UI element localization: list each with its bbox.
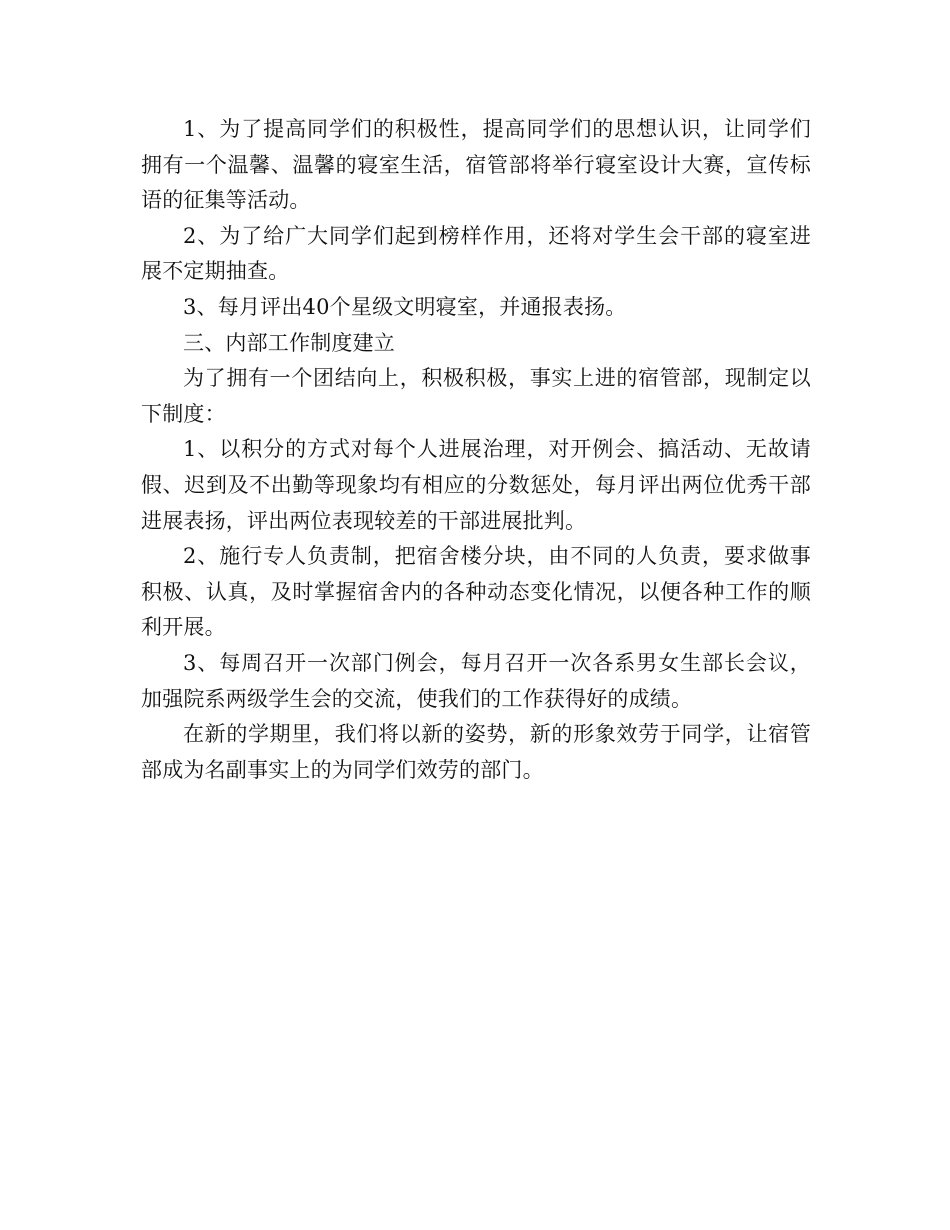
paragraph-dorm-design-contest: 1、为了提高同学们的积极性，提高同学们的思想认识，让同学们拥有一个温馨、温馨的寝室生活，宿管部将举行寝室设计大赛，宣传标语的征集等活动。 (141, 117, 811, 213)
section-heading-internal-rules: 三、内部工作制度建立 (183, 330, 395, 355)
paragraph-responsibility-system: 2、施行专人负责制，把宿舍楼分块，由不同的人负责，要求做事积极、认真，及时掌握宿舍内的各种动态变化情况，以便各种工作的顺利开展。 (141, 544, 811, 640)
paragraph-star-dorms: 3、每月评出40个星级文明寝室，并通报表扬。 (183, 294, 627, 319)
paragraph-closing: 在新的学期里，我们将以新的姿势，新的形象效劳于同学，让宿管部成为名副事实上的为同学们效劳的部门。 (141, 722, 811, 782)
paragraph-points-system: 1、以积分的方式对每个人进展治理，对开例会、搞活动、无故请假、迟到及不出勤等现象均有相应的分数惩处，每月评出两位优秀干部进展表扬，评出两位表现较差的干部进展批判。 (141, 437, 811, 533)
document-body (141, 112, 811, 788)
paragraph-rules-intro: 为了拥有一个团结向上，积极积极，事实上进的宿管部，现制定以下制度： (141, 366, 811, 426)
paragraph-cadre-inspection: 2、为了给广大同学们起到榜样作用，还将对学生会干部的寝室进展不定期抽查。 (141, 223, 811, 284)
paragraph-meetings: 3、每周召开一次部门例会，每月召开一次各系男女生部长会议，加强院系两级学生会的交流，使我们的工作获得好的成绩。 (141, 650, 811, 711)
